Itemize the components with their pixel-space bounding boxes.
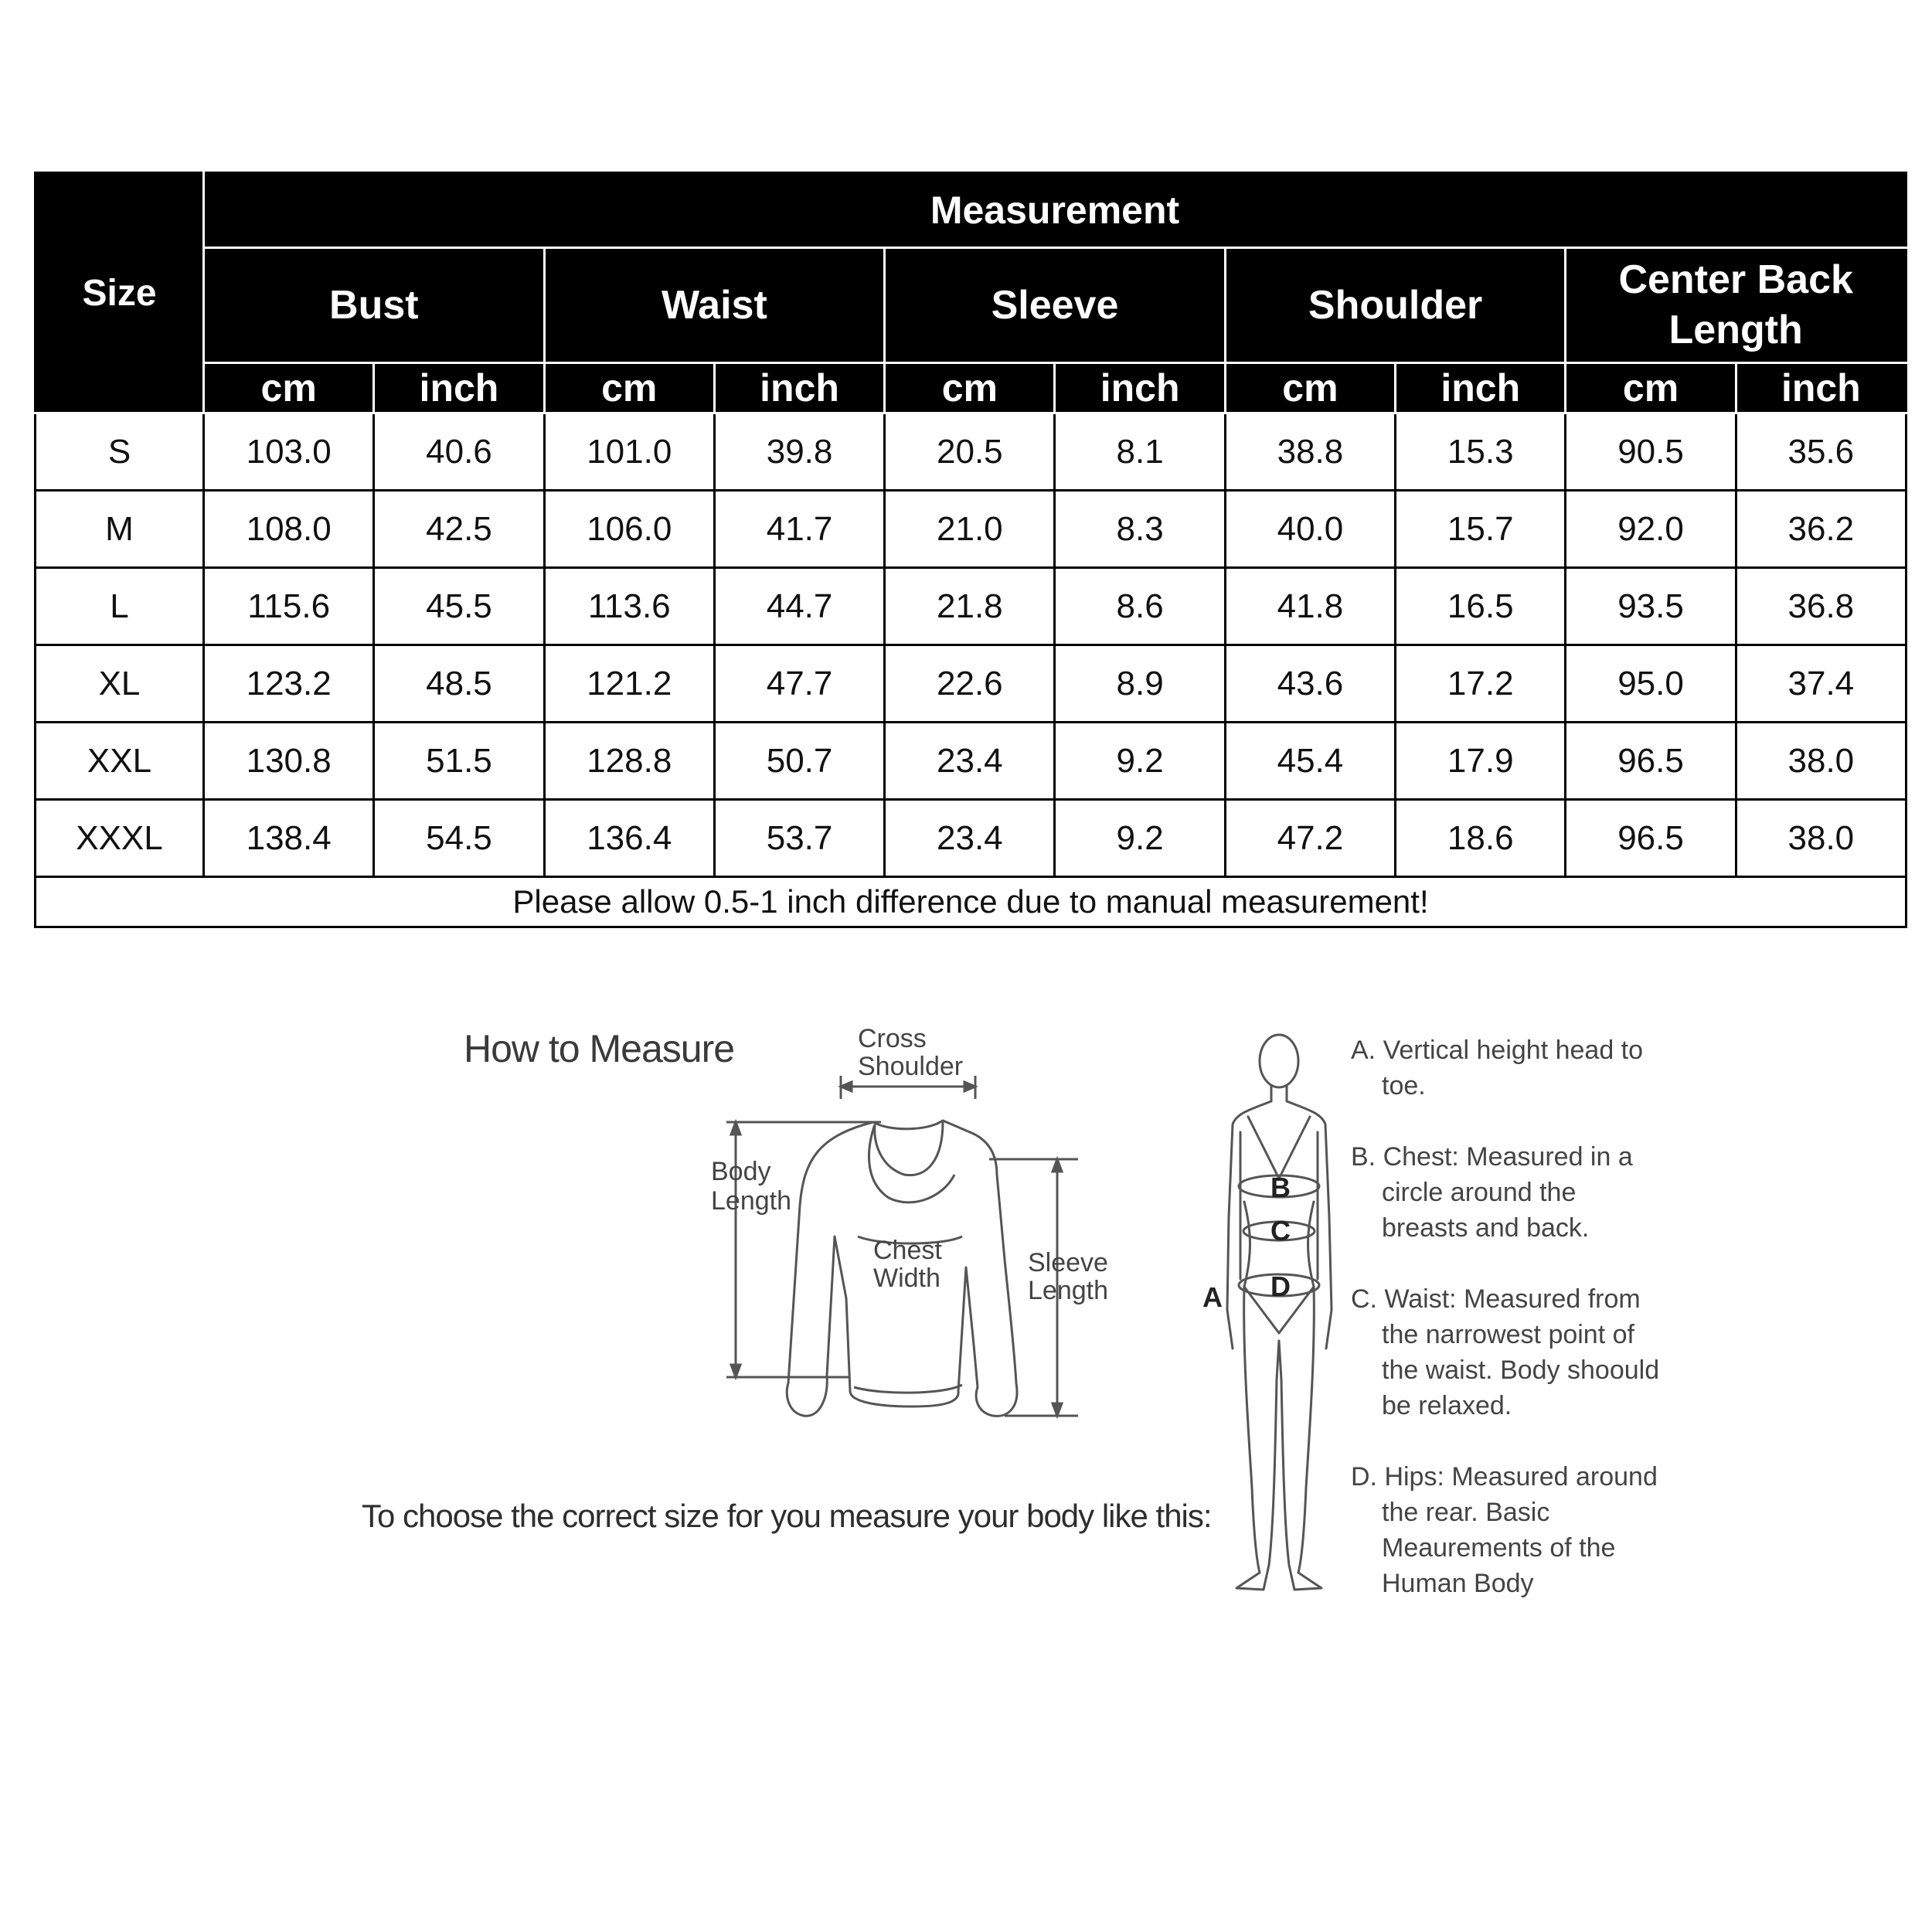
- unit-header-cm: cm: [1566, 363, 1736, 413]
- measurement-header: Measurement: [204, 173, 1906, 248]
- value-cell: 40.6: [374, 413, 544, 491]
- unit-header-cm: cm: [544, 363, 714, 413]
- cross-shoulder-label-line2: Shoulder: [858, 1052, 964, 1081]
- value-cell: 103.0: [204, 413, 374, 491]
- value-cell: 37.4: [1736, 645, 1906, 723]
- unit-header-cm: cm: [1225, 363, 1395, 413]
- sleeve-length-label-line2: Length: [1028, 1276, 1108, 1305]
- value-cell: 48.5: [374, 645, 544, 723]
- value-cell: 20.5: [885, 413, 1055, 491]
- size-rows: [36, 413, 1906, 927]
- value-cell: 130.8: [204, 723, 374, 800]
- value-cell: 136.4: [544, 800, 714, 877]
- how-to-measure-title: How to Measure: [464, 1027, 735, 1070]
- unit-header-inch: inch: [1055, 363, 1225, 413]
- value-cell: 40.0: [1225, 491, 1395, 568]
- value-cell: 9.2: [1055, 723, 1225, 800]
- value-cell: 138.4: [204, 800, 374, 877]
- value-cell: 17.2: [1396, 645, 1566, 723]
- value-cell: 54.5: [374, 800, 544, 877]
- table-row: [36, 568, 1906, 645]
- value-cell: 8.3: [1055, 491, 1225, 568]
- value-cell: 108.0: [204, 491, 374, 568]
- chest-width-label-line2: Width: [873, 1264, 940, 1293]
- value-cell: 41.7: [714, 491, 884, 568]
- value-cell: 36.8: [1736, 568, 1906, 645]
- value-cell: 21.0: [885, 491, 1055, 568]
- body-marker-d: D: [1270, 1270, 1291, 1302]
- value-cell: 121.2: [544, 645, 714, 723]
- value-cell: 93.5: [1566, 568, 1736, 645]
- value-cell: 23.4: [885, 800, 1055, 877]
- table-row: [36, 413, 1906, 491]
- value-cell: 38.0: [1736, 723, 1906, 800]
- value-cell: 21.8: [885, 568, 1055, 645]
- waist-header: Waist: [544, 248, 885, 363]
- value-cell: 36.2: [1736, 491, 1906, 568]
- value-cell: 16.5: [1396, 568, 1566, 645]
- value-cell: 38.0: [1736, 800, 1906, 877]
- size-cell: XXXL: [36, 800, 204, 877]
- value-cell: 44.7: [714, 568, 884, 645]
- value-cell: 45.4: [1225, 723, 1395, 800]
- unit-header-inch: inch: [714, 363, 884, 413]
- value-cell: 18.6: [1396, 800, 1566, 877]
- value-cell: 8.6: [1055, 568, 1225, 645]
- unit-header-cm: cm: [204, 363, 374, 413]
- value-cell: 8.1: [1055, 413, 1225, 491]
- body-marker-b: B: [1270, 1172, 1291, 1203]
- body-length-label-line2: Length: [711, 1186, 791, 1216]
- note-vertical-height: A. Vertical height head to toe.: [1351, 1036, 1644, 1100]
- value-cell: 41.8: [1225, 568, 1395, 645]
- value-cell: 51.5: [374, 723, 544, 800]
- size-cell: XL: [36, 645, 204, 723]
- value-cell: 42.5: [374, 491, 544, 568]
- value-cell: 53.7: [714, 800, 884, 877]
- value-cell: 90.5: [1566, 413, 1736, 491]
- size-header: Size: [36, 173, 204, 413]
- body-figure-diagram: [1206, 1024, 1360, 1611]
- cross-shoulder-label-line1: Cross: [858, 1024, 927, 1053]
- table-row: [36, 645, 1906, 723]
- choose-size-instruction: To choose the correct size for you measure your body like this:: [362, 1498, 1212, 1534]
- value-cell: 17.9: [1396, 723, 1566, 800]
- shoulder-header: Shoulder: [1225, 248, 1566, 363]
- value-cell: 95.0: [1566, 645, 1736, 723]
- value-cell: 50.7: [714, 723, 884, 800]
- value-cell: 38.8: [1225, 413, 1395, 491]
- value-cell: 47.7: [714, 645, 884, 723]
- value-cell: 23.4: [885, 723, 1055, 800]
- value-cell: 35.6: [1736, 413, 1906, 491]
- center-back-length-header: Center Back Length: [1566, 248, 1906, 363]
- value-cell: 8.9: [1055, 645, 1225, 723]
- size-cell: S: [36, 413, 204, 491]
- unit-header-inch: inch: [1396, 363, 1566, 413]
- chest-width-label-line1: Chest: [873, 1236, 942, 1265]
- value-cell: 15.3: [1396, 413, 1566, 491]
- measurement-note: Please allow 0.5-1 inch difference due to manual measurement!: [36, 877, 1906, 927]
- value-cell: 22.6: [885, 645, 1055, 723]
- value-cell: 9.2: [1055, 800, 1225, 877]
- value-cell: 96.5: [1566, 723, 1736, 800]
- size-cell: L: [36, 568, 204, 645]
- value-cell: 128.8: [544, 723, 714, 800]
- value-cell: 47.2: [1225, 800, 1395, 877]
- note-hips: D. Hips: Measured around the rear. Basic Meaurements of the Human Body: [1351, 1462, 1658, 1598]
- body-marker-a: A: [1202, 1281, 1223, 1313]
- bust-header: Bust: [204, 248, 545, 363]
- size-chart-table: [34, 172, 1907, 928]
- value-cell: 39.8: [714, 413, 884, 491]
- size-cell: XXL: [36, 723, 204, 800]
- sleeve-length-label-line1: Sleeve: [1028, 1248, 1108, 1277]
- table-row: [36, 723, 1906, 800]
- unit-header-inch: inch: [1736, 363, 1906, 413]
- sleeve-header: Sleeve: [885, 248, 1226, 363]
- unit-header-cm: cm: [885, 363, 1055, 413]
- size-cell: M: [36, 491, 204, 568]
- note-chest: B. Chest: Measured in a circle around the breasts and back.: [1351, 1142, 1633, 1243]
- value-cell: 96.5: [1566, 800, 1736, 877]
- value-cell: 123.2: [204, 645, 374, 723]
- value-cell: 43.6: [1225, 645, 1395, 723]
- unit-header-inch: inch: [374, 363, 544, 413]
- note-waist: C. Waist: Measured from the narrowest point of the waist. Body shoould be relaxed.: [1351, 1284, 1660, 1420]
- value-cell: 45.5: [374, 568, 544, 645]
- body-length-label-line1: Body: [711, 1157, 771, 1186]
- table-row: [36, 800, 1906, 877]
- value-cell: 115.6: [204, 568, 374, 645]
- measurement-notes: [1351, 1032, 1660, 1637]
- table-row: [36, 491, 1906, 568]
- value-cell: 113.6: [544, 568, 714, 645]
- value-cell: 92.0: [1566, 491, 1736, 568]
- value-cell: 106.0: [544, 491, 714, 568]
- body-marker-c: C: [1270, 1215, 1291, 1247]
- value-cell: 101.0: [544, 413, 714, 491]
- value-cell: 15.7: [1396, 491, 1566, 568]
